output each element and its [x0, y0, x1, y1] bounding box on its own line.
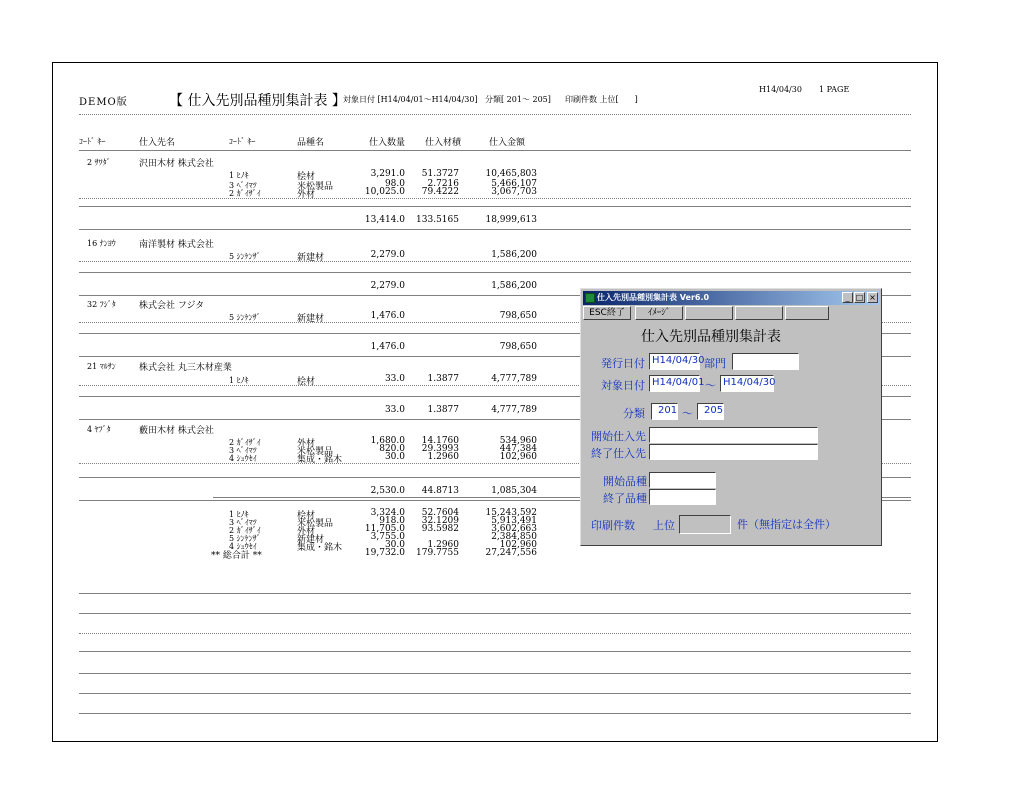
grand-total-value: 179.7755	[416, 548, 459, 558]
cell-product: 新建材	[297, 535, 325, 545]
cell-product: 米松製品	[297, 447, 334, 457]
cell-qty: 2,279.0	[370, 250, 405, 260]
divider	[79, 693, 911, 694]
divider	[79, 713, 911, 714]
cell-code: 3 ﾍﾞｲﾏﾂ	[229, 518, 257, 527]
supplier-name: 株式会社 丸三木材産業	[139, 363, 232, 373]
cell-product: 桧材	[297, 377, 316, 387]
supplier-total: 1.3877	[427, 405, 459, 415]
print-count-label: 印刷件数	[591, 519, 635, 532]
supplier-total: 798,650	[499, 342, 537, 352]
cell-code: 4 ｼｭｳｾｲ	[229, 542, 257, 551]
cell-code: 2 ｶﾞｲｻﾞｲ	[229, 189, 261, 198]
image-button[interactable]: ｲﾒｰｼﾞ	[635, 306, 683, 320]
cell-qty: 30.0	[384, 540, 405, 550]
cell-product: 集成・銘木	[297, 543, 343, 553]
cell-code: 2 ｶﾞｲｻﾞｲ	[229, 526, 261, 535]
cell-qty: 1,680.0	[370, 436, 405, 446]
cell-volume: 1.2960	[427, 452, 459, 462]
row-line	[79, 198, 911, 199]
cell-code: 2 ｶﾞｲｻﾞｲ	[229, 438, 261, 447]
supplier-total: 13,414.0	[364, 215, 405, 225]
category-label: 分類	[623, 407, 645, 420]
cell-amount: 447,384	[499, 444, 537, 454]
row-line	[79, 261, 911, 262]
cell-amount: 102,960	[499, 452, 537, 462]
row-line	[79, 229, 911, 230]
start-supplier-label: 開始仕入先	[591, 430, 646, 443]
cell-volume: 51.3727	[421, 169, 459, 179]
header-volume: 仕入材積	[425, 138, 462, 148]
divider	[79, 114, 911, 115]
blank-button[interactable]	[735, 306, 783, 320]
cell-product: 外材	[297, 439, 316, 449]
count-suffix: 件（無指定は全件）	[737, 518, 836, 531]
cell-qty: 33.0	[384, 374, 405, 384]
cell-code: 1 ﾋﾉｷ	[229, 171, 249, 180]
cell-volume: 14.1760	[421, 436, 459, 446]
cell-volume: 79.4222	[421, 187, 459, 197]
cell-qty: 3,291.0	[370, 169, 405, 179]
dialog-heading: 仕入先別品種別集計表	[641, 329, 781, 345]
target-date-label: 対象日付	[601, 379, 645, 392]
supplier-code: 4 ﾔﾌﾞﾀ	[87, 425, 111, 434]
cell-volume: 93.5982	[421, 524, 459, 534]
supplier-code: 32 ﾌｼﾞﾀ	[87, 300, 116, 309]
blank-button[interactable]	[685, 306, 733, 320]
row-line	[79, 272, 911, 273]
print-count-input[interactable]	[679, 515, 731, 534]
cell-amount: 3,602,663	[491, 524, 537, 534]
esc-exit-button[interactable]: ESC終了	[583, 306, 631, 320]
cell-code: 1 ﾋﾉｷ	[229, 376, 249, 385]
start-product-label: 開始品種	[603, 475, 647, 488]
cell-product: 集成・銘木	[297, 455, 343, 465]
cell-product: 外材	[297, 190, 316, 200]
cell-volume: 1.3877	[427, 374, 459, 384]
supplier-code: 21 ﾏﾙｻﾝ	[87, 362, 116, 371]
date-range: 対象日付 [H14/04/01～H14/04/30]	[343, 95, 478, 104]
dept-label: 部門	[704, 357, 726, 370]
divider	[79, 633, 911, 634]
supplier-total: 18,999,613	[485, 215, 537, 225]
cell-product: 米松製品	[297, 519, 334, 529]
end-supplier-label: 終了仕入先	[591, 447, 646, 460]
cell-amount: 798,650	[499, 311, 537, 321]
cell-volume: 1.2960	[427, 540, 459, 550]
grand-total-value: 27,247,556	[485, 548, 537, 558]
print-top: 印刷件数 上位[ ]	[565, 95, 638, 104]
cell-amount: 5,913,491	[491, 516, 537, 526]
cell-amount: 15,243,592	[485, 508, 537, 518]
header-code2: ｺｰﾄﾞ ｷｰ	[229, 137, 256, 146]
cell-amount: 4,777,789	[491, 374, 537, 384]
supplier-total: 1,586,200	[491, 281, 537, 291]
supplier-code: 16 ﾅﾝﾖｳ	[87, 239, 116, 248]
supplier-total: 33.0	[384, 405, 405, 415]
report-title: 【 仕入先別品種別集計表 】	[169, 93, 346, 109]
header-code: ｺｰﾄﾞ ｷｰ	[79, 137, 106, 146]
category-to-input[interactable]: 205	[697, 403, 724, 420]
end-product-label: 終了品種	[603, 492, 647, 505]
divider	[79, 651, 911, 652]
supplier-name: 藪田木材 株式会社	[139, 426, 214, 436]
grand-total-value: 19,732.0	[364, 548, 405, 558]
category-from-input[interactable]: 201	[651, 403, 678, 420]
cell-qty: 30.0	[384, 452, 405, 462]
cell-qty: 98.0	[384, 179, 405, 189]
end-product-input[interactable]	[649, 489, 716, 505]
cell-amount: 2,384,850	[491, 532, 537, 542]
close-icon[interactable]: ×	[867, 292, 878, 303]
start-product-input[interactable]	[649, 472, 716, 488]
cell-volume: 32.1209	[421, 516, 459, 526]
cell-code: 5 ｼﾝｹﾝｻﾞ	[229, 252, 261, 261]
cell-amount: 3,067,703	[491, 187, 537, 197]
row-line	[79, 206, 911, 207]
issue-date-label: 発行日付	[601, 357, 645, 370]
cell-product: 桧材	[297, 511, 316, 521]
top-label: 上位	[653, 519, 675, 532]
supplier-name: 南洋製材 株式会社	[139, 240, 214, 250]
grand-total-label: ** 総合計 **	[211, 551, 262, 561]
cell-qty: 1,476.0	[370, 311, 405, 321]
supplier-total: 1,476.0	[370, 342, 405, 352]
cell-product: 米松製品	[297, 182, 334, 192]
divider	[79, 593, 911, 594]
cell-product: 新建材	[297, 314, 325, 324]
cell-code: 4 ｼｭｳｾｲ	[229, 454, 257, 463]
supplier-name: 株式会社 フジタ	[139, 301, 205, 311]
header-amount: 仕入金額	[489, 138, 526, 148]
cell-amount: 534,960	[499, 436, 537, 446]
supplier-name: 沢田木材 株式会社	[139, 159, 214, 169]
cell-code: 5 ｼﾝｹﾝｻﾞ	[229, 534, 261, 543]
date-from-input[interactable]: H14/04/01	[649, 375, 700, 392]
cell-qty: 3,755.0	[370, 532, 405, 542]
cell-code: 5 ｼﾝｹﾝｻﾞ	[229, 313, 261, 322]
cell-qty: 3,324.0	[370, 508, 405, 518]
dept-input[interactable]	[732, 353, 799, 370]
supplier-total: 2,530.0	[370, 486, 405, 496]
cell-qty: 820.0	[379, 444, 405, 454]
demo-label: DEMO版	[79, 97, 128, 108]
supplier-total: 1,085,304	[491, 486, 537, 496]
cell-code: 3 ﾍﾞｲﾏﾂ	[229, 181, 257, 190]
divider	[79, 673, 911, 674]
cell-amount: 1,586,200	[491, 250, 537, 260]
divider	[79, 613, 911, 614]
tilde: ～	[705, 379, 716, 392]
cell-volume: 2.7216	[427, 179, 459, 189]
app-icon	[585, 293, 595, 303]
tilde: ～	[682, 407, 693, 420]
cell-product: 新建材	[297, 253, 325, 263]
cell-volume: 52.7604	[421, 508, 459, 518]
start-supplier-input[interactable]	[649, 427, 818, 443]
cell-amount: 102,960	[499, 540, 537, 550]
cell-amount: 5,466,107	[491, 179, 537, 189]
cell-qty: 11,705.0	[364, 524, 405, 534]
cell-qty: 918.0	[379, 516, 405, 526]
date-to-input[interactable]: H14/04/30	[720, 375, 774, 392]
blank-button[interactable]	[785, 306, 829, 320]
dialog-title: 仕入先別品種別集計表 Ver6.0	[597, 293, 710, 302]
header-product: 品種名	[297, 138, 325, 148]
cell-code: 3 ﾍﾞｲﾏﾂ	[229, 446, 257, 455]
dialog-titlebar[interactable]	[583, 291, 879, 305]
supplier-total: 133.5165	[416, 215, 459, 225]
cell-volume: 29.3993	[421, 444, 459, 454]
report-dialog[interactable]	[580, 288, 882, 546]
cell-product: 外材	[297, 527, 316, 537]
header-line	[79, 150, 911, 151]
supplier-code: 2 ｻﾜﾀﾞ	[87, 158, 111, 167]
cell-code: 1 ﾋﾉｷ	[229, 510, 249, 519]
header-qty: 仕入数量	[369, 138, 406, 148]
print-date: H14/04/30	[759, 85, 802, 94]
end-supplier-input[interactable]	[649, 444, 818, 460]
category-range: 分類[ 201～ 205]	[485, 95, 551, 104]
cell-product: 桧材	[297, 172, 316, 182]
minimize-icon[interactable]: _	[842, 292, 853, 303]
supplier-total: 2,279.0	[370, 281, 405, 291]
issue-date-input[interactable]: H14/04/30	[649, 353, 700, 370]
header-supplier: 仕入先名	[139, 138, 176, 148]
page-number: 1 PAGE	[819, 85, 850, 94]
maximize-icon[interactable]: □	[855, 293, 864, 302]
cell-qty: 10,025.0	[364, 187, 405, 197]
supplier-total: 4,777,789	[491, 405, 537, 415]
supplier-total: 44.8713	[421, 486, 459, 496]
cell-amount: 10,465,803	[485, 169, 537, 179]
